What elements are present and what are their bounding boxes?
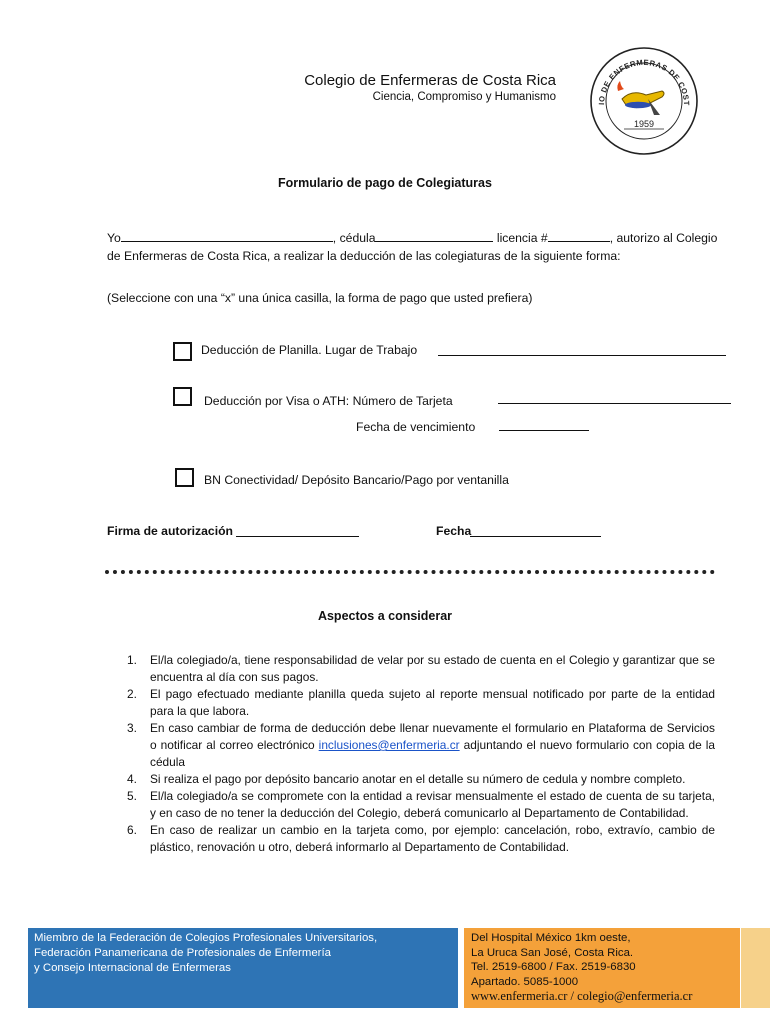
footer-left-line: Miembro de la Federación de Colegios Profesionales Universitarios,: [34, 932, 378, 944]
payroll-deduction-checkbox[interactable]: [173, 342, 192, 361]
list-item-text: Si realiza el pago por depósito bancario anotar en el detalle su número de cedula y nombre completo.: [150, 772, 686, 786]
list-item-text: El pago efectuado mediante planilla queda sujeto al reporte mensual notificado por parte de la entidad para la que labora.: [150, 687, 715, 718]
list-number: 3.: [127, 721, 137, 735]
footer-accent-tab: [741, 928, 770, 1008]
form-title: Formulario de pago de Colegiaturas: [278, 176, 492, 190]
cedula-blank[interactable]: [375, 230, 493, 242]
organization-motto: Ciencia, Compromiso y Humanismo: [372, 91, 556, 103]
signature-label: Firma de autorización: [107, 524, 233, 538]
list-item: [127, 788, 715, 822]
authorization-statement-line1: [107, 229, 717, 247]
list-item: [127, 652, 715, 686]
signature-field[interactable]: [236, 536, 359, 537]
list-item-text: El/la colegiado/a, tiene responsabilidad de velar por su estado de cuenta en el Colegio y garantizar que se encuentra al día con sus pagos.: [150, 653, 715, 684]
card-number-field[interactable]: [498, 403, 731, 404]
intro-cedula: , cédula: [332, 231, 376, 245]
list-item: [127, 771, 715, 788]
list-item: [127, 686, 715, 720]
intro-yo: Yo: [107, 231, 121, 245]
aspects-list: [127, 652, 715, 856]
footer-membership-panel: [28, 928, 458, 1008]
footer-postal-line: Apartado. 5085-1000: [471, 975, 579, 988]
website-link[interactable]: www.enfermeria.cr: [471, 989, 568, 1004]
list-item: [127, 822, 715, 856]
bank-deposit-label: BN Conectividad/ Depósito Bancario/Pago por ventanilla: [204, 473, 509, 487]
footer-phone-line: Tel. 2519-6800 / Fax. 2519-6830: [471, 961, 636, 974]
card-deduction-label: Deducción por Visa o ATH: Número de Tarjeta: [204, 394, 453, 408]
list-number: 1.: [127, 653, 137, 667]
name-blank[interactable]: [121, 230, 333, 242]
date-field[interactable]: [470, 536, 601, 537]
expiry-date-field[interactable]: [499, 430, 589, 431]
intro-autorizo: , autorizo al Colegio: [609, 231, 718, 245]
list-item-text: En caso de realizar un cambio en la tarjeta como, por ejemplo: cancelación, robo, extravío, cambio de plástico, renovación u otro, deberá informarlo al Departamento de Contabilidad.: [150, 823, 715, 854]
logo-year: 1959: [633, 119, 655, 129]
contact-email-link[interactable]: colegio@enfermeria.cr: [577, 989, 693, 1004]
list-number: 2.: [127, 687, 137, 701]
date-label: Fecha: [436, 524, 472, 538]
intro-licencia: licencia #: [493, 231, 548, 245]
list-item-text: En caso cambiar de forma de deducción debe llenar nuevamente el formulario en Plataforma de Servicios o notificar al correo electrónico: [150, 721, 715, 752]
footer-web-line: [471, 989, 732, 1004]
bank-deposit-checkbox[interactable]: [175, 468, 194, 487]
list-number: 5.: [127, 789, 137, 803]
expiry-date-label: Fecha de vencimiento: [356, 420, 476, 434]
card-deduction-checkbox[interactable]: [173, 387, 192, 406]
footer-left-line: y Consejo Internacional de Enfermeras: [34, 962, 231, 974]
selection-instruction: (Seleccione con una “x” una única casilla, la forma de pago que usted prefiera): [107, 291, 533, 305]
organization-name: Colegio de Enfermeras de Costa Rica: [304, 72, 556, 89]
footer-contact-panel: [464, 928, 740, 1008]
inclusions-email-link[interactable]: inclusiones@enfermeria.cr: [318, 738, 460, 752]
footer-address-line: La Uruca San José, Costa Rica.: [471, 946, 634, 959]
list-number: 4.: [127, 772, 137, 786]
list-item-text: El/la colegiado/a se compromete con la entidad a revisar mensualmente el estado de cuenta de su tarjeta, y en caso de no tener la deducción del Colegio, deberá comunicarlo al Departamento de Contabilidad.: [150, 789, 715, 820]
footer-separator: /: [567, 989, 578, 1004]
list-item: [127, 720, 715, 771]
dotted-separator: [105, 570, 715, 574]
license-blank[interactable]: [548, 230, 610, 242]
list-number: 6.: [127, 823, 137, 837]
college-seal-logo: [588, 45, 700, 157]
payroll-deduction-label: Deducción de Planilla. Lugar de Trabajo: [201, 343, 418, 357]
workplace-field[interactable]: [438, 355, 726, 356]
footer-left-line: Federación Panamericana de Profesionales de Enfermería: [34, 947, 331, 959]
svg-text:COLEGIO DE ENFERMERAS DE COSTA: IO DE ENFERMERAS DE COST: [596, 57, 692, 106]
footer-address-line: Del Hospital México 1km oeste,: [471, 932, 631, 944]
authorization-statement-line2: de Enfermeras de Costa Rica, a realizar la deducción de las colegiaturas de la siguiente forma:: [107, 249, 621, 263]
list-item-text-after: adjuntando el nuevo formulario con copia de la cédula: [150, 738, 715, 769]
aspects-title: Aspectos a considerar: [317, 609, 453, 623]
